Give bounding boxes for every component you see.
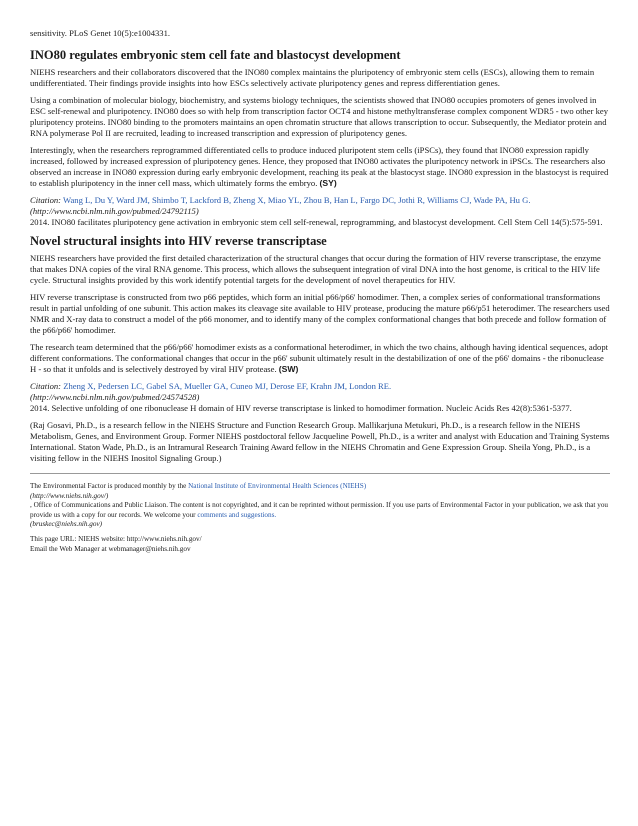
- citation-url: (http://www.ncbi.nlm.nih.gov/pubmed/24574528): [30, 392, 200, 402]
- article-title: INO80 regulates embryonic stem cell fate and blastocyst development: [30, 48, 401, 62]
- citation: [30, 195, 610, 228]
- author-tag: (SW): [278, 364, 299, 374]
- article-paragraph: Using a combination of molecular biology, biochemistry, and systems biology techniques, the scientists showed that INO80 occupies promoters of genes involved in ESC self-renewal and pluripotency. INO80 does so with help from transcription factor OCT4 and histone methyltransferase complex component WDR5 - two other key pluripotency proteins. INO80 binding to the promoters maintains an open chromatin structure that allows transcription to occur. Subsequently, the Mediator protein and RNA polymerase Pol II are recruited, leading to increased transcription and expression of pluripotency genes.: [30, 95, 609, 138]
- article-paragraph: [30, 145, 610, 189]
- citation-url: (http://www.ncbi.nlm.nih.gov/pubmed/24792115): [30, 206, 199, 216]
- citation-label: Citation:: [30, 195, 62, 205]
- top-reference-line: sensitivity. PLoS Genet 10(5):e1004331.: [30, 28, 171, 38]
- article-title: Novel structural insights into HIV reverse transcriptase: [30, 234, 327, 248]
- article-hiv: [30, 234, 610, 414]
- article-ino80: [30, 48, 610, 228]
- footer-text: , Office of Communications and Public Liaison. The content is not copyrighted, and it can be reprinted without permission. If you use parts of Environmental Factor in your publication, we ask that you provide us with a copy for our records. We welcome your: [30, 501, 609, 519]
- author-tag: (SY): [319, 178, 337, 188]
- comments-email: (bruskec@niehs.nih.gov): [30, 520, 103, 529]
- footer-divider: [30, 473, 610, 474]
- footer-producer-line: [30, 482, 610, 530]
- paragraph-text: The research team determined that the p66/p66' homodimer exists as a conformational heterodimer, in which the two chains, although having identical sequences, adopt different conformations. The conformational changes that occur in the p66' subunit ultimately result in the destabilization of one of the p66' domains - the ribonuclease H - so that it unfolds and is selectively destroyed by viral HIV protease.: [30, 342, 609, 374]
- citation-authors-link[interactable]: Zheng X, Pedersen LC, Gabel SA, Mueller GA, Cuneo MJ, Derose EF, Krahn JM, London RE.: [63, 381, 392, 391]
- niehs-link[interactable]: National Institute of Environmental Health Sciences (NIEHS): [188, 482, 367, 490]
- niehs-url: (http://www.niehs.nih.gov/): [30, 491, 109, 500]
- article-paragraph: NIEHS researchers and their collaborators discovered that the INO80 complex maintains the pluripotency of embryonic stem cells (ESCs), allowing them to remain undifferentiated. Their findings provide insights into how ESCs selectively activate pluripotency genes and repress differentiation genes.: [30, 67, 595, 88]
- footer: [30, 482, 610, 554]
- document-page: [30, 28, 610, 554]
- citation-text: 2014. INO80 facilitates pluripotency gene activation in embryonic stem cell self-renewal, reprogramming, and blastocyst development. Cell Stem Cell 14(5):575-591.: [30, 217, 603, 227]
- paragraph-text: Interestingly, when the researchers reprogrammed differentiated cells to produce induced pluripotent stem cells (iPSCs), they found that INO80 expression rapidly increased, followed by increased expression of pluripotency genes. Hence, they proposed that INO80 activates the pluripotency network in iPSCs. The researchers also observed an increase in INO80 expression during early embryonic development, reaching its peak at the blastocyst stage. INO80 expression in the blastocyst is required to establish pluripotency in the inner cell mass, which ultimately forms the embryo.: [30, 145, 609, 188]
- citation: [30, 381, 610, 414]
- article-paragraph: [30, 342, 610, 375]
- comments-link[interactable]: comments and suggestions.: [197, 510, 277, 519]
- web-manager-email-line: Email the Web Manager at webmanager@niehs.nih.gov: [30, 544, 191, 553]
- article-paragraph: NIEHS researchers have provided the first detailed characterization of the structural changes that occur during the formation of HIV reverse transcriptase, the enzyme that makes DNA copies of the viral RNA genome. This process, which allows the subsequent integration of viral DNA into the host genome, is critical to the HIV life cycle. Structural insights provided by this work identify potential targets for the development of novel therapeutics for HIV.: [30, 253, 601, 285]
- citation-text: 2014. Selective unfolding of one ribonuclease H domain of HIV reverse transcriptase is linked to homodimer formation. Nucleic Acids Res 42(8):5361-5377.: [30, 403, 572, 413]
- contributors-note: (Raj Gosavi, Ph.D., is a research fellow in the NIEHS Structure and Function Research Group. Mallikarjuna Metukuri, Ph.D., is a research fellow in the NIEHS Metabolism, Genes, and Environment Group. Former NIEHS postdoctoral fellow Jacqueline Powell, Ph.D., is a writer and analyst with Education and Training Systems International. Staton Wade, Ph.D., is an Intramural Research Training Award fellow in the NIEHS Chromatin and Gene Expression Group. Sheila Yong, Ph.D., is a visiting fellow in the NIEHS Inositol Signaling Group.): [30, 420, 610, 463]
- citation-authors-link[interactable]: Wang L, Du Y, Ward JM, Shimbo T, Lackford B, Zheng X, Miao YL, Zhou B, Han L, Fargo DC, Jothi R, Williams CJ, Wade PA, Hu G.: [63, 195, 531, 205]
- page-url-line: This page URL: NIEHS website: http://www.niehs.nih.gov/: [30, 534, 202, 543]
- footer-text: The Environmental Factor is produced monthly by the: [30, 482, 187, 490]
- citation-label: Citation:: [30, 381, 62, 391]
- article-paragraph: HIV reverse transcriptase is constructed from two p66 peptides, which form an initial p66/p66' homodimer. Then, a complex series of conformational transformations result in partial unfolding of one subunit. This action makes its cleavage site available to HIV protease, producing the mature p66/p51 heterodimer. The researchers used NMR and X-ray data to construct a model of the p66 monomer, and to identify many of the complex conformational changes that both precede and follow formation of the p66/p66' homodimer.: [30, 292, 610, 335]
